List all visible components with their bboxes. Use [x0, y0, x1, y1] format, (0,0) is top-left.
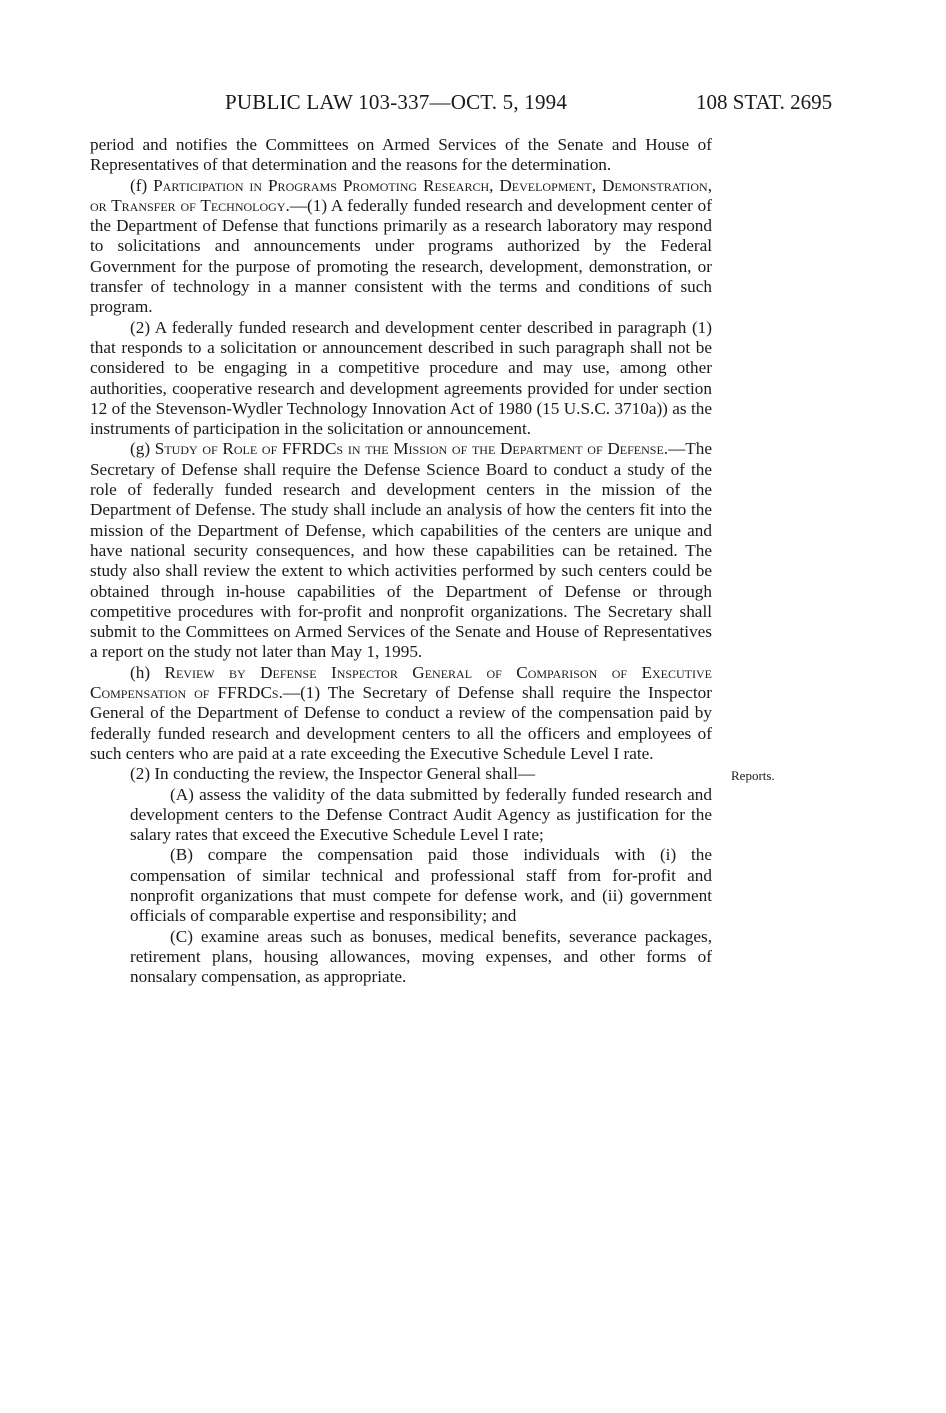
subsection-g-text: —The Secretary of Defense shall require the Defense Science Board to conduct a study of the role of federally funded research and development centers in the mission of the Department of Defense. The study shall include an analysis of how the centers fit into the mission of the Department of Defense, which capabilities of the centers are unique and have national security consequences, and how these capabilities can be retained. The study also shall review the extent to which activities performed by such centers could be obtained through in-house capabilities of the Department of Defense or through competitive procedures with for-profit and nonprofit organizations. The Secretary shall submit to the Committees on Armed Services of the Senate and House of Representatives a report on the study not later than May 1, 1995. [90, 439, 712, 662]
subsection-f-heading: Participation in Programs Promoting Research, Development, Demonstration, or Transfer of Technology. [90, 175, 712, 215]
subsection-h-label: (h) [130, 662, 165, 682]
subsection-h-item-c: (C) examine areas such as bonuses, medical benefits, severance packages, retirement plans, housing allowances, moving expenses, and other forms of nonsalary compensation, as appropriate. [130, 926, 712, 987]
subsection-f-text: —(1) A federally funded research and development center of the Department of Defense that functions primarily as a research laboratory may respond to solicitations and announcements under programs authorized by the Federal Government for the purpose of promoting the research, development, demonstration, or transfer of technology in a manner consistent with the terms and conditions of such program. [90, 195, 712, 317]
subsection-h [90, 663, 712, 764]
subsection-g-heading: Study of Role of FFRDCs in the Mission of the Department of Defense. [154, 439, 669, 459]
subsection-f-paragraph-2: (2) A federally funded research and development center described in paragraph (1) that responds to a solicitation or announcement described in such paragraph shall not be considered to be engaging in a competitive procedure and may use, among other authorities, cooperative research and development agreements provided for under section 12 of the Stevenson-Wydler Technology Innovation Act of 1980 (15 U.S.C. 3710a)) as the instruments of participation in the solicitation or announcement. [90, 317, 712, 439]
body-text [90, 135, 712, 987]
page-header-stat: 108 STAT. 2695 [696, 90, 833, 114]
subsection-h-text: —(1) The Secretary of Defense shall require the Inspector General of the Department of Defense to conduct a review of the compensation paid by federally funded research and development centers to all the officers and employees of such centers who are paid at a rate exceeding the Executive Schedule Level I rate. [90, 683, 713, 763]
subsection-g-label: (g) [130, 439, 155, 459]
subsection-g [90, 439, 712, 662]
subsection-h-item-a: (A) assess the validity of the data submitted by federally funded research and development centers to the Defense Contract Audit Agency as justification for the salary rates that exceed the Executive Schedule Level I rate; [130, 784, 712, 845]
paragraph-continuation: period and notifies the Committees on Armed Services of the Senate and House of Representatives of that determination and the reasons for the determination. [90, 135, 712, 175]
subsection-h-paragraph-2: (2) In conducting the review, the Inspector General shall— [130, 764, 536, 784]
subsection-h-heading: Review by Defense Inspector General of Comparison of Executive Compensation of FFRDCs. [90, 662, 712, 703]
page-header-title: PUBLIC LAW 103-337—OCT. 5, 1994 [225, 90, 568, 114]
subsection-f-label: (f) [130, 175, 154, 195]
subsection-h-item-b: (B) compare the compensation paid those individuals with (i) the compensation of similar technical and professional staff from for-profit and nonprofit organizations that must compete for defense work, and (ii) government officials of comparable expertise and responsibility; and [130, 845, 712, 926]
subsection-f [90, 176, 712, 318]
margin-note-reports: Reports. [731, 768, 775, 783]
